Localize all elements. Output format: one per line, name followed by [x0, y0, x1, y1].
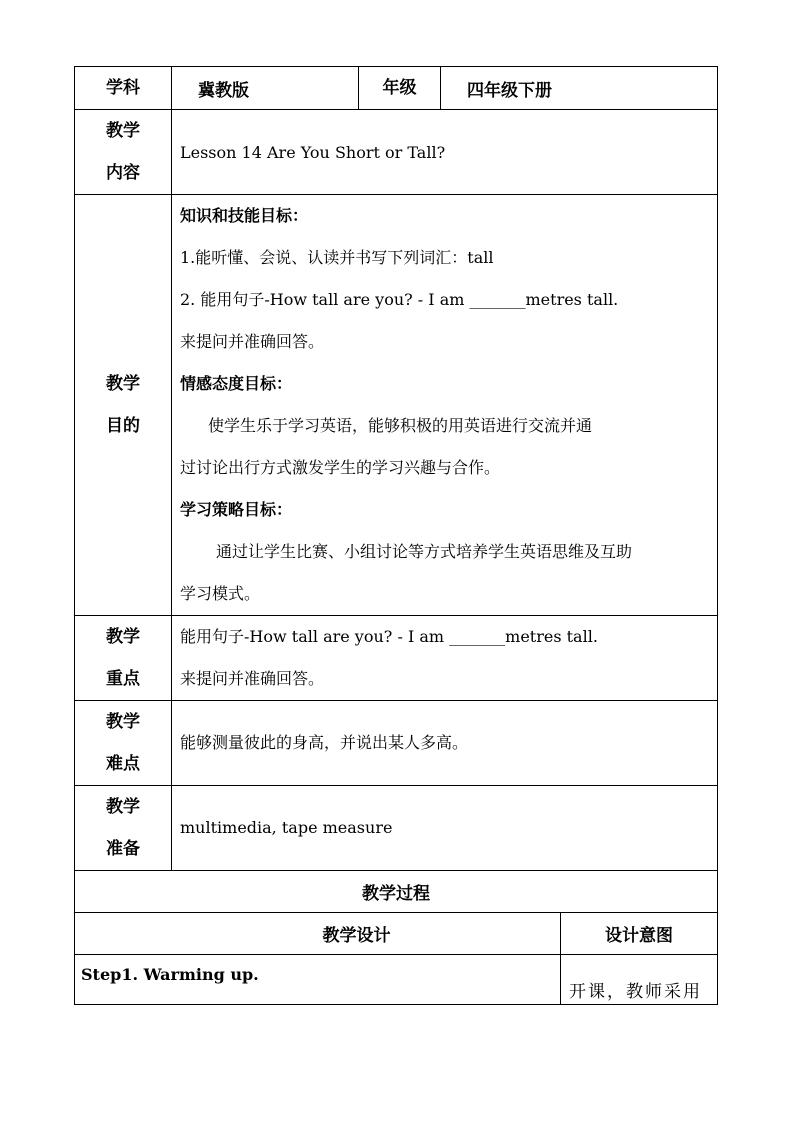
strategy-heading: 学习策略目标： [180, 500, 293, 519]
key-points-row [75, 616, 718, 701]
strategy-line-2: 学习模式。 [180, 584, 261, 603]
grade-label: 年级 [359, 67, 441, 110]
step1-intent: 开课，教师采用 [561, 955, 718, 1005]
step1-text: Step1. Warming up. [75, 955, 561, 1005]
knowledge-item-2-cont: 来提问并准确回答。 [180, 332, 325, 351]
objectives-row [75, 195, 718, 616]
objectives-text [172, 195, 718, 616]
intent-header: 设计意图 [561, 913, 718, 955]
key-points-line-1: 能用句子-How tall are you? - I am _______metres tall. [180, 627, 598, 646]
header-row [75, 67, 718, 110]
process-header-row [75, 913, 718, 955]
preparation-label: 教学 准备 [75, 786, 172, 871]
objectives-label: 教学 目的 [75, 195, 172, 616]
lesson-plan-table [74, 66, 718, 1005]
emotion-heading: 情感态度目标： [180, 374, 293, 393]
content-label: 教学 内容 [75, 110, 172, 195]
preparation-row [75, 786, 718, 871]
emotion-line-1: 使学生乐于学习英语，能够积极的用英语进行交流并通 [208, 416, 593, 435]
content-row [75, 110, 718, 195]
difficulties-label: 教学 难点 [75, 701, 172, 786]
key-points-line-2: 来提问并准确回答。 [180, 669, 325, 688]
knowledge-heading: 知识和技能目标： [180, 206, 309, 225]
emotion-line-2: 过讨论出行方式激发学生的学习兴趣与合作。 [180, 458, 501, 477]
difficulties-text: 能够测量彼此的身高，并说出某人多高。 [172, 701, 718, 786]
knowledge-item-1: 1.能听懂、会说、认读并书写下列词汇：tall [180, 248, 494, 267]
subject-label: 学科 [75, 67, 172, 110]
design-header: 教学设计 [75, 913, 561, 955]
knowledge-item-2: 2. 能用句子-How tall are you? - I am _______metres tall. [180, 290, 619, 309]
step-row [75, 955, 718, 1005]
grade-value: 四年级下册 [441, 67, 718, 110]
preparation-text: multimedia, tape measure [172, 786, 718, 871]
content-text: Lesson 14 Are You Short or Tall? [172, 110, 718, 195]
key-points-text [172, 616, 718, 701]
key-points-label: 教学 重点 [75, 616, 172, 701]
difficulties-row [75, 701, 718, 786]
subject-value: 冀教版 [172, 67, 359, 110]
process-title: 教学过程 [75, 871, 718, 913]
process-title-row [75, 871, 718, 913]
strategy-line-1: 通过让学生比赛、小组讨论等方式培养学生英语思维及互助 [216, 542, 633, 561]
